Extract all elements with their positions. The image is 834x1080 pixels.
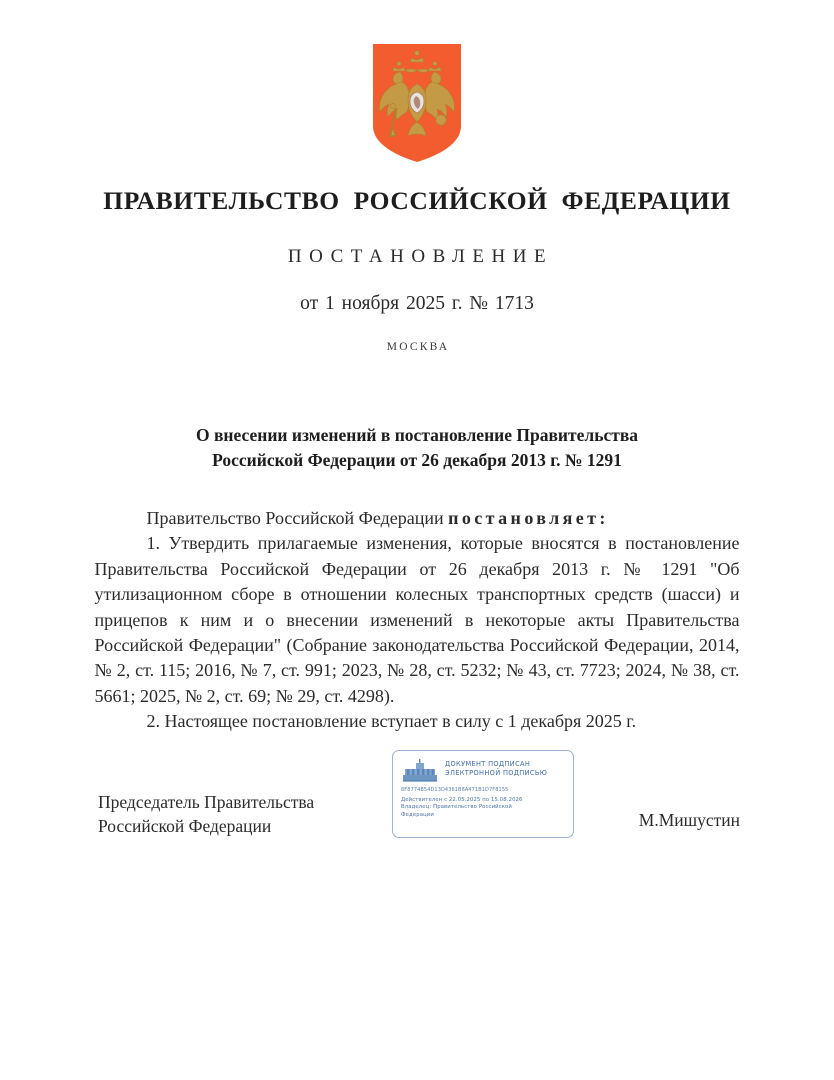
- estamp-header-row: [401, 758, 565, 783]
- body-lead-prefix: Правительство Российской Федерации: [146, 508, 449, 528]
- emblem-container: [0, 0, 834, 164]
- estamp-heading: [445, 758, 547, 778]
- estamp-heading-line-2: ЭЛЕКТРОННОЙ ПОДПИСЬЮ: [445, 769, 548, 777]
- signer-name: М.Мишустин: [638, 810, 740, 830]
- header-act-type: ПОСТАНОВЛЕНИЕ: [287, 246, 554, 267]
- body-lead-emphasis: постановляет:: [448, 508, 609, 528]
- russian-coat-of-arms-icon: [369, 42, 465, 164]
- header-organization: ПРАВИТЕЛЬСТВО РОССИЙСКОЙ ФЕДЕРАЦИИ: [103, 186, 731, 215]
- estamp-details: [401, 787, 565, 819]
- signer-position-line-1: Председатель Правительства: [98, 792, 315, 812]
- estamp-validity: Действителен с 22.05.2025 по 15.08.2026: [401, 796, 523, 803]
- electronic-signature-stamp: [392, 750, 574, 838]
- header-date-number: от 1 ноября 2025 г. № 1713: [300, 293, 534, 314]
- signer-position-line-2: Российской Федерации: [98, 816, 272, 836]
- estamp-certificate-id: 8F8774B54D13D4361B8A471B1D7F8155: [401, 787, 509, 793]
- estamp-owner-line-1: Владелец: Правительство Российской: [401, 804, 512, 811]
- body-item-2: 2. Настоящее постановление вступает в силу с 1 декабря 2025 г.: [146, 711, 637, 732]
- government-building-icon: [401, 759, 439, 783]
- signer-position: [98, 790, 314, 838]
- header-city: МОСКВА: [386, 341, 450, 353]
- estamp-owner-line-2: Федерации: [401, 811, 434, 818]
- document-title-line-1: О внесении изменений в постановление Правительства: [195, 425, 639, 445]
- estamp-heading-line-1: ДОКУМЕНТ ПОДПИСАН: [445, 760, 531, 768]
- body-item-1: 1. Утвердить прилагаемые изменения, которые вносятся в постановление Правительства Российской Федерации от 26 декабря 2013 г. № 1291 "Об утилизационном сборе в отношении колесных транспортных средств (шасси) и прицепов к ним и о внесении изменений в некоторые акты Правительства Российской Федерации" (Собрание законодательства Российской Федерации, 2014, № 2, ст. 115; 2016, № 7, ст. 991; 2023, № 28, ст. 5232; № 43, ст. 7723; 2024, № 38, ст. 5661; 2025, № 2, ст. 69; № 29, ст. 4298).: [94, 533, 740, 706]
- body-lead-paragraph: [95, 506, 740, 531]
- signature-area: [0, 742, 834, 862]
- document-title: [137, 423, 697, 473]
- document-body: [95, 506, 740, 735]
- document-title-line-2: Российской Федерации от 26 декабря 2013 г. № 1291: [212, 450, 622, 470]
